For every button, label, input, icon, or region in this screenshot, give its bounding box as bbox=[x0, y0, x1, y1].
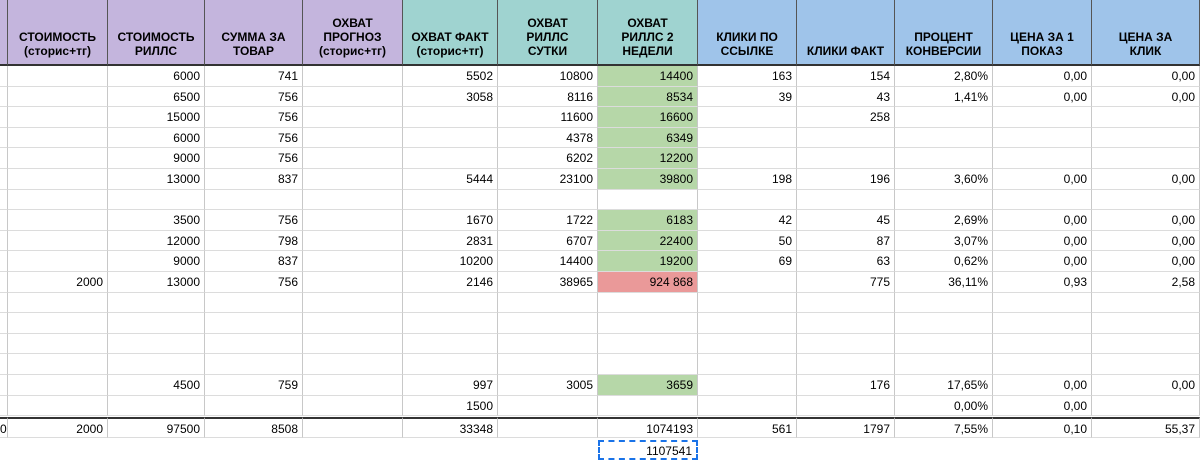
table-cell[interactable] bbox=[1092, 354, 1200, 375]
table-cell[interactable] bbox=[403, 148, 498, 169]
column-header[interactable]: СТОИМОСТЬ (сторис+тг) bbox=[8, 0, 108, 66]
table-cell[interactable]: 5444 bbox=[403, 169, 498, 190]
table-cell[interactable] bbox=[895, 354, 993, 375]
table-cell[interactable] bbox=[0, 354, 8, 375]
table-cell[interactable]: 0,00 bbox=[1092, 251, 1200, 272]
table-cell[interactable]: 10800 bbox=[498, 66, 598, 87]
table-cell[interactable]: 6000 bbox=[108, 128, 205, 149]
table-cell[interactable] bbox=[698, 272, 797, 293]
table-cell-total[interactable]: 2000 bbox=[8, 417, 108, 438]
table-cell[interactable] bbox=[303, 251, 403, 272]
table-cell[interactable] bbox=[1092, 313, 1200, 334]
table-cell[interactable]: 10200 bbox=[403, 251, 498, 272]
column-header[interactable]: СУММА ЗА ТОВАР bbox=[205, 0, 303, 66]
table-cell[interactable] bbox=[303, 272, 403, 293]
table-cell[interactable] bbox=[403, 293, 498, 314]
table-cell[interactable]: 196 bbox=[797, 169, 895, 190]
table-cell[interactable]: 6000 bbox=[108, 66, 205, 87]
column-header[interactable]: ЦЕНА ЗА 1 ПОКАЗ bbox=[993, 0, 1092, 66]
table-cell[interactable] bbox=[303, 334, 403, 355]
table-cell[interactable]: 0,93 bbox=[993, 272, 1092, 293]
table-cell[interactable] bbox=[895, 313, 993, 334]
table-cell[interactable] bbox=[797, 354, 895, 375]
table-cell[interactable]: 741 bbox=[205, 66, 303, 87]
table-cell[interactable] bbox=[108, 190, 205, 211]
table-cell[interactable]: 0,00 bbox=[993, 169, 1092, 190]
table-cell[interactable] bbox=[108, 334, 205, 355]
column-header[interactable]: ОХВАТ ПРОГНОЗ (сторис+тг) bbox=[303, 0, 403, 66]
table-cell[interactable]: 3,07% bbox=[895, 231, 993, 252]
table-cell[interactable] bbox=[8, 87, 108, 108]
table-cell[interactable] bbox=[498, 293, 598, 314]
table-cell[interactable]: 756 bbox=[205, 87, 303, 108]
table-cell[interactable] bbox=[8, 190, 108, 211]
table-cell[interactable]: 176 bbox=[797, 375, 895, 396]
table-cell[interactable] bbox=[8, 231, 108, 252]
table-cell[interactable] bbox=[403, 128, 498, 149]
table-cell[interactable]: 2,69% bbox=[895, 210, 993, 231]
table-cell[interactable] bbox=[8, 66, 108, 87]
table-cell[interactable] bbox=[1092, 148, 1200, 169]
table-cell[interactable] bbox=[698, 334, 797, 355]
table-cell[interactable] bbox=[0, 210, 8, 231]
table-cell[interactable] bbox=[403, 313, 498, 334]
table-cell[interactable]: 11600 bbox=[498, 107, 598, 128]
table-cell[interactable] bbox=[698, 128, 797, 149]
table-cell[interactable]: 756 bbox=[205, 210, 303, 231]
table-cell[interactable] bbox=[108, 313, 205, 334]
table-cell[interactable] bbox=[1092, 334, 1200, 355]
column-header[interactable]: ОХВАТ РИЛЛС 2 НЕДЕЛИ bbox=[598, 0, 698, 66]
table-cell[interactable]: 0,00 bbox=[1092, 66, 1200, 87]
table-cell[interactable] bbox=[895, 128, 993, 149]
table-cell[interactable] bbox=[498, 354, 598, 375]
table-cell[interactable]: 3659 bbox=[598, 375, 698, 396]
table-cell[interactable]: 759 bbox=[205, 375, 303, 396]
table-cell[interactable] bbox=[698, 313, 797, 334]
table-cell[interactable]: 3500 bbox=[108, 210, 205, 231]
table-cell[interactable]: 0,00% bbox=[895, 396, 993, 417]
table-cell[interactable]: 13000 bbox=[108, 169, 205, 190]
column-header[interactable]: КЛИКИ ФАКТ bbox=[797, 0, 895, 66]
table-cell[interactable] bbox=[698, 293, 797, 314]
table-cell[interactable]: 2000 bbox=[8, 272, 108, 293]
column-header[interactable]: КЛИКИ ПО ССЫЛКЕ bbox=[698, 0, 797, 66]
table-cell[interactable] bbox=[993, 107, 1092, 128]
table-cell[interactable]: 5502 bbox=[403, 66, 498, 87]
table-cell-total-fragment[interactable]: 0 bbox=[0, 417, 8, 438]
table-cell[interactable] bbox=[8, 313, 108, 334]
table-cell[interactable]: 0,62% bbox=[895, 251, 993, 272]
table-cell[interactable] bbox=[993, 293, 1092, 314]
table-cell[interactable] bbox=[993, 354, 1092, 375]
table-cell[interactable]: 17,65% bbox=[895, 375, 993, 396]
table-cell[interactable] bbox=[108, 396, 205, 417]
table-cell[interactable]: 2,80% bbox=[895, 66, 993, 87]
table-cell[interactable]: 2146 bbox=[403, 272, 498, 293]
table-cell[interactable]: 2831 bbox=[403, 231, 498, 252]
table-cell[interactable] bbox=[797, 190, 895, 211]
table-cell[interactable] bbox=[303, 66, 403, 87]
table-cell[interactable] bbox=[797, 128, 895, 149]
table-cell[interactable]: 154 bbox=[797, 66, 895, 87]
table-cell[interactable]: 38965 bbox=[498, 272, 598, 293]
table-cell[interactable]: 775 bbox=[797, 272, 895, 293]
table-cell[interactable] bbox=[403, 354, 498, 375]
table-cell[interactable] bbox=[498, 334, 598, 355]
table-cell[interactable] bbox=[1092, 128, 1200, 149]
table-cell[interactable] bbox=[8, 251, 108, 272]
table-cell[interactable] bbox=[0, 293, 8, 314]
table-cell[interactable] bbox=[8, 107, 108, 128]
table-cell[interactable]: 1,41% bbox=[895, 87, 993, 108]
table-cell[interactable]: 36,11% bbox=[895, 272, 993, 293]
table-cell[interactable]: 0,00 bbox=[993, 231, 1092, 252]
table-cell[interactable] bbox=[205, 293, 303, 314]
table-cell[interactable]: 6202 bbox=[498, 148, 598, 169]
table-cell[interactable]: 756 bbox=[205, 107, 303, 128]
table-cell-total[interactable] bbox=[498, 417, 598, 438]
table-cell[interactable]: 3,60% bbox=[895, 169, 993, 190]
table-cell[interactable]: 756 bbox=[205, 148, 303, 169]
table-cell[interactable]: 258 bbox=[797, 107, 895, 128]
table-cell[interactable] bbox=[108, 354, 205, 375]
table-cell[interactable] bbox=[598, 313, 698, 334]
table-cell-total[interactable]: 33348 bbox=[403, 417, 498, 438]
table-cell[interactable] bbox=[498, 396, 598, 417]
table-cell[interactable] bbox=[8, 334, 108, 355]
table-cell[interactable] bbox=[895, 190, 993, 211]
table-cell-total[interactable] bbox=[303, 417, 403, 438]
table-cell[interactable] bbox=[8, 128, 108, 149]
table-cell[interactable] bbox=[498, 190, 598, 211]
table-cell[interactable] bbox=[0, 148, 8, 169]
table-cell[interactable] bbox=[205, 334, 303, 355]
table-cell[interactable] bbox=[303, 87, 403, 108]
table-cell[interactable] bbox=[403, 190, 498, 211]
table-cell[interactable]: 3005 bbox=[498, 375, 598, 396]
table-cell[interactable]: 9000 bbox=[108, 148, 205, 169]
table-cell[interactable]: 13000 bbox=[108, 272, 205, 293]
table-cell[interactable]: 50 bbox=[698, 231, 797, 252]
table-cell[interactable] bbox=[993, 313, 1092, 334]
table-cell[interactable]: 798 bbox=[205, 231, 303, 252]
table-cell[interactable]: 0,00 bbox=[1092, 231, 1200, 252]
table-cell[interactable]: 6707 bbox=[498, 231, 598, 252]
table-cell[interactable]: 4500 bbox=[108, 375, 205, 396]
table-cell[interactable]: 69 bbox=[698, 251, 797, 272]
table-cell-total[interactable]: 561 bbox=[698, 417, 797, 438]
table-cell[interactable]: 15000 bbox=[108, 107, 205, 128]
table-cell[interactable] bbox=[303, 148, 403, 169]
table-cell[interactable] bbox=[895, 334, 993, 355]
column-header[interactable]: ПРОЦЕНТ КОНВЕРСИИ bbox=[895, 0, 993, 66]
table-cell[interactable]: 6183 bbox=[598, 210, 698, 231]
column-header-partial[interactable] bbox=[0, 0, 8, 66]
table-cell[interactable]: 1670 bbox=[403, 210, 498, 231]
table-cell[interactable] bbox=[498, 313, 598, 334]
table-cell-total[interactable]: 97500 bbox=[108, 417, 205, 438]
table-cell[interactable]: 2,58 bbox=[1092, 272, 1200, 293]
table-cell[interactable]: 837 bbox=[205, 169, 303, 190]
table-cell[interactable] bbox=[8, 354, 108, 375]
table-cell[interactable]: 12200 bbox=[598, 148, 698, 169]
table-cell[interactable] bbox=[797, 313, 895, 334]
table-cell[interactable]: 45 bbox=[797, 210, 895, 231]
table-cell[interactable] bbox=[1092, 293, 1200, 314]
table-cell[interactable]: 756 bbox=[205, 272, 303, 293]
table-cell[interactable]: 1722 bbox=[498, 210, 598, 231]
table-cell[interactable] bbox=[0, 107, 8, 128]
table-cell[interactable] bbox=[303, 293, 403, 314]
table-cell[interactable] bbox=[8, 375, 108, 396]
table-cell[interactable] bbox=[598, 190, 698, 211]
table-cell[interactable] bbox=[303, 190, 403, 211]
table-cell[interactable] bbox=[205, 313, 303, 334]
table-cell-total[interactable]: 0,10 bbox=[993, 417, 1092, 438]
table-cell[interactable] bbox=[0, 66, 8, 87]
table-cell[interactable] bbox=[0, 251, 8, 272]
table-cell[interactable] bbox=[303, 169, 403, 190]
table-cell-total[interactable]: 55,37 bbox=[1092, 417, 1200, 438]
column-header[interactable]: ОХВАТ ФАКТ (сторис+тг) bbox=[403, 0, 498, 66]
table-cell[interactable] bbox=[0, 396, 8, 417]
table-cell[interactable] bbox=[205, 396, 303, 417]
table-cell[interactable] bbox=[403, 334, 498, 355]
table-cell[interactable] bbox=[303, 396, 403, 417]
table-cell[interactable]: 0,00 bbox=[1092, 210, 1200, 231]
table-cell[interactable]: 16600 bbox=[598, 107, 698, 128]
selected-cell[interactable]: 1107541 bbox=[598, 440, 698, 460]
table-cell[interactable] bbox=[0, 169, 8, 190]
table-cell[interactable] bbox=[0, 190, 8, 211]
table-cell-total[interactable]: 7,55% bbox=[895, 417, 993, 438]
table-cell[interactable]: 39800 bbox=[598, 169, 698, 190]
table-cell[interactable] bbox=[895, 293, 993, 314]
table-cell[interactable] bbox=[598, 293, 698, 314]
table-cell[interactable] bbox=[303, 210, 403, 231]
table-cell[interactable] bbox=[8, 210, 108, 231]
table-cell[interactable]: 0,00 bbox=[993, 375, 1092, 396]
table-cell[interactable]: 63 bbox=[797, 251, 895, 272]
table-cell[interactable] bbox=[0, 128, 8, 149]
table-cell[interactable] bbox=[0, 87, 8, 108]
table-cell[interactable] bbox=[0, 313, 8, 334]
table-cell[interactable] bbox=[8, 148, 108, 169]
table-cell[interactable]: 0,00 bbox=[1092, 375, 1200, 396]
table-cell[interactable] bbox=[698, 148, 797, 169]
table-cell[interactable] bbox=[108, 293, 205, 314]
table-cell[interactable]: 3058 bbox=[403, 87, 498, 108]
table-cell[interactable]: 8116 bbox=[498, 87, 598, 108]
table-cell[interactable]: 6500 bbox=[108, 87, 205, 108]
table-cell[interactable]: 0,00 bbox=[1092, 169, 1200, 190]
table-cell[interactable] bbox=[993, 334, 1092, 355]
table-cell[interactable] bbox=[0, 334, 8, 355]
table-cell[interactable] bbox=[797, 148, 895, 169]
table-cell-total[interactable]: 8508 bbox=[205, 417, 303, 438]
table-cell[interactable]: 9000 bbox=[108, 251, 205, 272]
table-cell[interactable]: 22400 bbox=[598, 231, 698, 252]
table-cell[interactable]: 0,00 bbox=[993, 251, 1092, 272]
table-cell-total[interactable]: 1797 bbox=[797, 417, 895, 438]
table-cell[interactable] bbox=[698, 107, 797, 128]
table-cell[interactable]: 87 bbox=[797, 231, 895, 252]
table-cell[interactable] bbox=[0, 375, 8, 396]
table-cell[interactable]: 6349 bbox=[598, 128, 698, 149]
table-cell[interactable] bbox=[895, 148, 993, 169]
table-cell[interactable] bbox=[797, 293, 895, 314]
table-cell[interactable] bbox=[698, 190, 797, 211]
column-header[interactable]: СТОИМОСТЬ РИЛЛС bbox=[108, 0, 205, 66]
table-cell[interactable]: 8534 bbox=[598, 87, 698, 108]
table-cell[interactable]: 0,00 bbox=[993, 66, 1092, 87]
table-cell[interactable] bbox=[993, 148, 1092, 169]
table-cell[interactable] bbox=[8, 169, 108, 190]
table-cell[interactable] bbox=[205, 354, 303, 375]
table-cell[interactable]: 43 bbox=[797, 87, 895, 108]
table-cell[interactable]: 0,00 bbox=[993, 210, 1092, 231]
table-cell[interactable] bbox=[698, 375, 797, 396]
table-cell[interactable] bbox=[598, 396, 698, 417]
table-cell[interactable] bbox=[0, 272, 8, 293]
table-cell[interactable] bbox=[797, 334, 895, 355]
table-cell[interactable]: 924 868 bbox=[598, 272, 698, 293]
table-cell[interactable] bbox=[797, 396, 895, 417]
table-cell[interactable]: 14400 bbox=[598, 66, 698, 87]
table-cell[interactable]: 0,00 bbox=[993, 87, 1092, 108]
table-cell[interactable] bbox=[303, 128, 403, 149]
table-cell[interactable]: 1500 bbox=[403, 396, 498, 417]
table-cell[interactable]: 997 bbox=[403, 375, 498, 396]
table-cell[interactable]: 42 bbox=[698, 210, 797, 231]
table-cell[interactable]: 198 bbox=[698, 169, 797, 190]
table-cell[interactable] bbox=[993, 128, 1092, 149]
table-cell[interactable] bbox=[1092, 396, 1200, 417]
table-cell-total[interactable]: 1074193 bbox=[598, 417, 698, 438]
table-cell[interactable]: 14400 bbox=[498, 251, 598, 272]
table-cell[interactable] bbox=[598, 354, 698, 375]
table-cell[interactable] bbox=[1092, 190, 1200, 211]
table-cell[interactable]: 23100 bbox=[498, 169, 598, 190]
table-cell[interactable]: 4378 bbox=[498, 128, 598, 149]
table-cell[interactable] bbox=[598, 334, 698, 355]
table-cell[interactable]: 12000 bbox=[108, 231, 205, 252]
table-cell[interactable]: 756 bbox=[205, 128, 303, 149]
table-cell[interactable] bbox=[8, 293, 108, 314]
table-cell[interactable] bbox=[1092, 107, 1200, 128]
table-cell[interactable]: 0,00 bbox=[993, 396, 1092, 417]
column-header[interactable]: ОХВАТ РИЛЛС СУТКИ bbox=[498, 0, 598, 66]
table-cell[interactable] bbox=[303, 375, 403, 396]
table-cell[interactable] bbox=[895, 107, 993, 128]
table-cell[interactable]: 0,00 bbox=[1092, 87, 1200, 108]
table-cell[interactable]: 19200 bbox=[598, 251, 698, 272]
table-cell[interactable] bbox=[8, 396, 108, 417]
column-header[interactable]: ЦЕНА ЗА КЛИК bbox=[1092, 0, 1200, 66]
table-cell[interactable] bbox=[303, 313, 403, 334]
table-cell[interactable]: 837 bbox=[205, 251, 303, 272]
table-cell[interactable] bbox=[993, 190, 1092, 211]
table-cell[interactable] bbox=[0, 231, 8, 252]
table-cell[interactable] bbox=[205, 190, 303, 211]
table-cell[interactable]: 163 bbox=[698, 66, 797, 87]
table-cell[interactable] bbox=[303, 107, 403, 128]
table-cell[interactable] bbox=[303, 354, 403, 375]
table-cell[interactable] bbox=[303, 231, 403, 252]
table-cell[interactable] bbox=[698, 396, 797, 417]
table-cell[interactable] bbox=[403, 107, 498, 128]
table-cell[interactable]: 39 bbox=[698, 87, 797, 108]
table-cell[interactable] bbox=[698, 354, 797, 375]
